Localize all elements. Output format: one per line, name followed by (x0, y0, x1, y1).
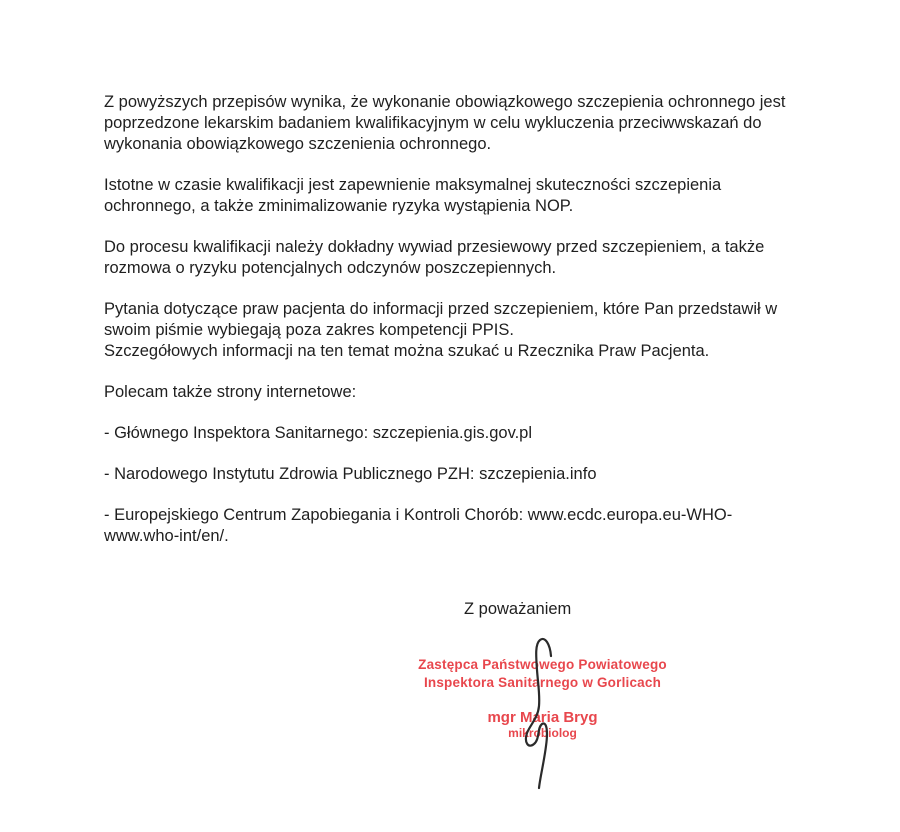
link-item-ecdc (104, 505, 796, 547)
stamp-signer-name: mgr Maria Bryg (487, 709, 598, 726)
paragraph-1: Z powyższych przepisów wynika, że wykonanie obowiązkowego szczepienia ochronnego jest poprzedzone lekarskim badaniem kwalifikacyjnym w celu wykluczenia przeciwwskazań do wykonania obowiązkowego szczenienia ochronnego. (104, 93, 786, 153)
stamp-signer-title: mikrobiolog (508, 726, 577, 740)
paragraph-4-line-2: Szczegółowych informacji na ten temat można szukać u Rzecznika Praw Pacjenta. (104, 342, 710, 360)
paragraph-5-links-intro: Polecam także strony internetowe: (104, 383, 357, 401)
closing-phrase: Z poważaniem (464, 600, 572, 618)
paragraph-3: Do procesu kwalifikacji należy dokładny wywiad przesiewowy przed szczepieniem, a także rozmowa o ryzyku potencjalnych odczynów poszczepiennych. (104, 238, 765, 277)
paragraph-2: Istotne w czasie kwalifikacji jest zapewnienie maksymalnej skuteczności szczepienia ochronnego, a także zminimalizowanie ryzyka wystąpienia NOP. (104, 176, 722, 215)
stamp-office-line-1: Zastępca Państwowego Powiatowego (418, 657, 667, 672)
official-stamp (415, 656, 670, 740)
link-item-ecdc-line-2: www.who-int/en/. (104, 527, 229, 545)
letter-body (104, 92, 796, 567)
paragraph-4 (104, 299, 796, 362)
link-item-ecdc-line-1: - Europejskiego Centrum Zapobiegania i Kontroli Chorób: www.ecdc.europa.eu-WHO- (104, 506, 733, 524)
link-item-gis: - Głównego Inspektora Sanitarnego: szczepienia.gis.gov.pl (104, 424, 533, 442)
link-item-pzh: - Narodowego Instytutu Zdrowia Publicznego PZH: szczepienia.info (104, 465, 597, 483)
stamp-office-line-2: Inspektora Sanitarnego w Gorlicach (423, 674, 662, 690)
paragraph-4-line-1: Pytania dotyczące praw pacjenta do informacji przed szczepieniem, które Pan przedstawił w swoim piśmie wybiegają poza zakres kompetencji PPIS. (104, 300, 778, 339)
